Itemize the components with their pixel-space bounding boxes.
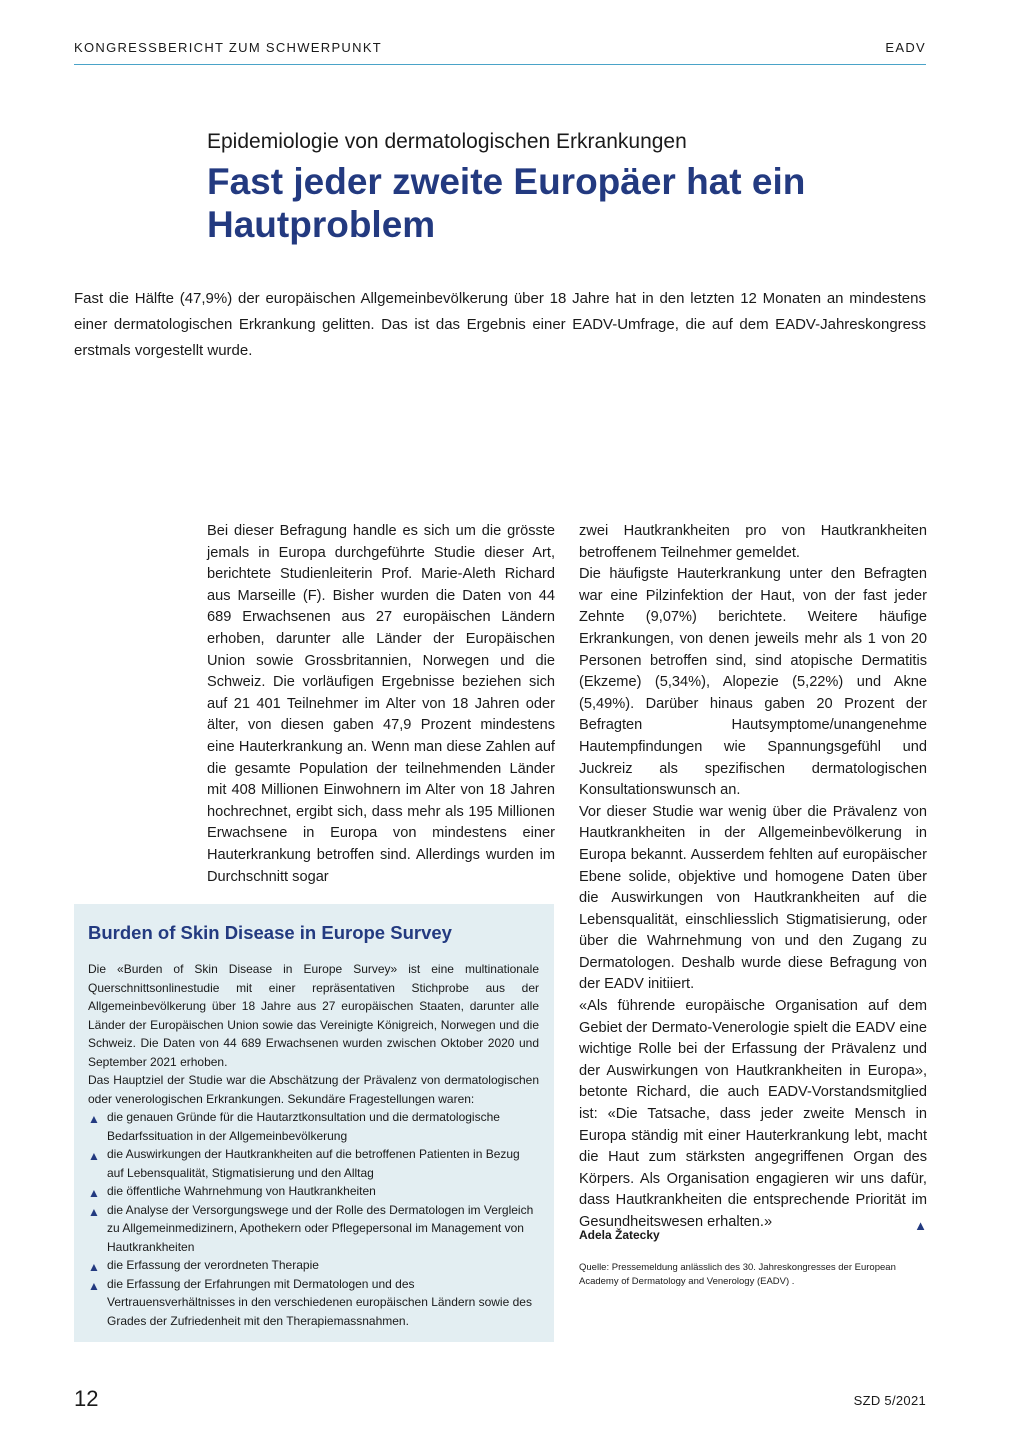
body-paragraph: Die häufigste Hauterkrankung unter den Befragten war eine Pilzinfektion der Haut, von der fast jeder Zehnte (9,07%) berichtete. Weitere häufige Erkrankungen, von denen jeweils mehr als 1 von 20 Personen betroffen sind, sind atopische Dermatitis (Ekzeme) (5,34%), Alopezie (5,22%) und Akne (5,49%). Darüber hinaus gaben 20 Prozent der Befragten Hautsymptome/unangenehme Hautempfindungen wie Spannungsgefühl und Juckreiz als spezifischen dermatologischen Konsultationswunsch an.: [579, 566, 927, 799]
list-item-text: die öffentliche Wahrnehmung von Hautkrankheiten: [107, 1184, 376, 1198]
body-column-right: [579, 521, 927, 1236]
list-item: [88, 1145, 539, 1182]
list-item-text: die Analyse der Versorgungswege und der Rolle des Dermatologen im Vergleich zu Allgemeinmedizinern, Apothekern oder Pflegepersonal im Management von Hautkrankheiten: [107, 1202, 534, 1254]
list-item-text: die Auswirkungen der Hautkrankheiten auf die betroffenen Patienten in Bezug auf Lebensqualität, Stigmatisierung und den Alltag: [107, 1147, 520, 1180]
info-box-paragraph: Die «Burden of Skin Disease in Europe Survey» ist eine multinationale Querschnittsonlinestudie mit einer repräsentativen Stichprobe aus der Allgemeinbevölkerung über 18 Jahre aus 27 europäischen Staaten, darunter alle Länder der Europäischen Union sowie das Vereinigte Königreich, Norwegen und die Schweiz. Die Daten von 44 689 Erwachsenen wurden zwischen Oktober 2020 und September 2021 erhoben.: [88, 962, 539, 1069]
body-paragraph: Vor dieser Studie war wenig über die Prävalenz von Hautkrankheiten in der Allgemeinbevölkerung in Europa bekannt. Ausserdem fehlten auf europäischer Ebene solide, objektive und homogene Daten über die Auswirkungen von Hautkrankheiten auf die Lebensqualität, einschliesslich Stigmatisierung, oder über die Wahrnehmung von und den Zugang zu Dermatologen. Deshalb wurde diese Befragung von der EADV initiiert.: [579, 803, 927, 993]
body-paragraph: zwei Hautkrankheiten pro von Hautkrankheiten betroffenem Teilnehmer gemeldet.: [579, 523, 927, 561]
body-paragraph: «Als führende europäische Organisation auf dem Gebiet der Dermato-Venerologie spielt die EADV eine wichtige Rolle bei der Erfassung der Prävalenz und der Auswirkungen von Hautkrankheiten in Europa», betonte Richard, die auch EADV-Vorstandsmitglied ist: «Die Tatsache, dass jeder zweite Mensch in Europa ständig mit einer Hauterkrankung lebt, macht die Haut zum stärksten angegriffenen Organ des Körpers. Als Organisation engagieren wir uns dafür, dass Hautkrankheiten die entsprechende Priorität im Gesundheitswesen erhalten.»: [579, 998, 927, 1230]
triangle-bullet-icon: ▲: [88, 1149, 100, 1163]
list-item-text: die genauen Gründe für die Hautarztkonsultation und die dermatologische Bedarfssituation in der Allgemeinbevölkerung: [107, 1110, 500, 1143]
author-name: Adela Žatecky: [579, 1228, 660, 1242]
list-item-text: die Erfassung der verordneten Therapie: [107, 1258, 319, 1272]
end-of-article-icon: ▲: [914, 1217, 927, 1233]
list-item: [88, 1108, 539, 1145]
header-section-label: KONGRESSBERICHT ZUM SCHWERPUNKT: [74, 40, 383, 55]
article-title: Fast jeder zweite Europäer hat ein Hautproblem: [207, 161, 806, 245]
list-item-text: die Erfassung der Erfahrungen mit Dermatologen und des Vertrauensverhältnisses in den verschiedenen europäischen Ländern sowie des Grades der Zufriedenheit mit den Therapiemassnahmen.: [107, 1276, 532, 1328]
info-box-list: [88, 1108, 539, 1330]
issue-label: SZD 5/2021: [853, 1393, 926, 1408]
triangle-bullet-icon: ▲: [88, 1204, 100, 1219]
triangle-bullet-icon: ▲: [88, 1260, 100, 1274]
info-box-paragraph: Das Hauptziel der Studie war die Abschätzung der Prävalenz von dermatologischen oder venerologischen Erkrankungen. Sekundäre Fragestellungen waren:: [88, 1073, 539, 1106]
list-item: [88, 1275, 539, 1331]
page-number: 12: [74, 1386, 99, 1411]
info-box-title: Burden of Skin Disease in Europe Survey: [88, 922, 452, 943]
source-note: Quelle: Pressemeldung anlässlich des 30. Jahreskongresses der European Academy of Dermatology and Venerology (EADV) .: [579, 1262, 896, 1287]
article-kicker: Epidemiologie von dermatologischen Erkrankungen: [207, 130, 687, 153]
triangle-bullet-icon: ▲: [88, 1278, 100, 1293]
triangle-bullet-icon: ▲: [88, 1186, 100, 1200]
body-column-left: [207, 521, 555, 888]
header-topic-label: EADV: [885, 40, 926, 55]
info-box: [74, 904, 554, 1342]
list-item: [88, 1182, 539, 1201]
triangle-bullet-icon: ▲: [88, 1112, 100, 1126]
running-header: [74, 40, 926, 65]
list-item: [88, 1201, 539, 1257]
list-item: [88, 1256, 539, 1275]
info-box-body: [88, 960, 539, 1330]
body-paragraph: Bei dieser Befragung handle es sich um die grösste jemals in Europa durchgeführte Studie dieser Art, berichtete Studienleiterin Prof. Marie-Aleth Richard aus Marseille (F). Bisher wurden die Daten von 44 689 Erwachsenen aus 27 europäischen Ländern erhoben, darunter alle Länder der Europäischen Union sowie Grossbritannien, Norwegen und die Schweiz. Die vorläufigen Ergebnisse beziehen sich auf 21 401 Teilnehmer im Alter von 18 Jahren oder älter, von diesen gaben 47,9 Prozent mindestens eine Hauterkrankung an. Wenn man diese Zahlen auf die gesamte Population der teilnehmenden Länder mit 408 Millionen Einwohnern im Alter von 18 Jahren hochrechnet, ergibt sich, dass mehr als 195 Millionen Erwachsene in Europa von mindestens einer Hauterkrankung betroffen sind. Allerdings wurden im Durchschnitt sogar: [207, 523, 555, 885]
article-lead: Fast die Hälfte (47,9%) der europäischen Allgemeinbevölkerung über 18 Jahre hat in den letzten 12 Monaten an mindestens einer dermatologischen Erkrankung gelitten. Das ist das Ergebnis einer EADV-Umfrage, die auf dem EADV-Jahreskongress erstmals vorgestellt wurde.: [74, 290, 926, 359]
